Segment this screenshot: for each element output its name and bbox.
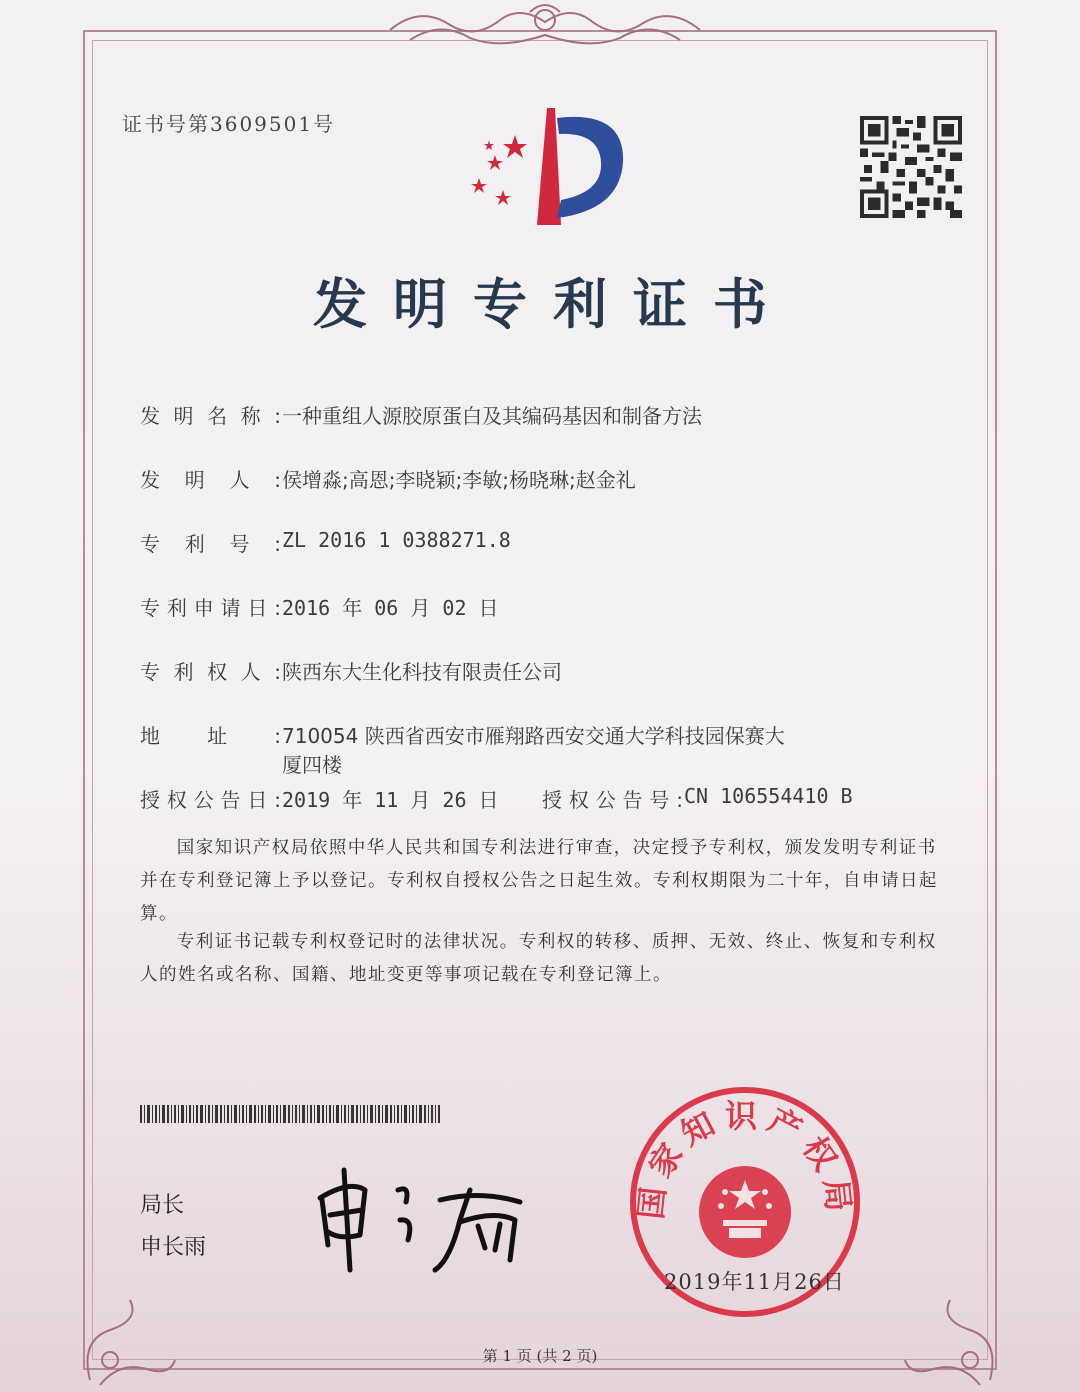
field-application-date	[140, 592, 499, 621]
field-label: 地址:	[140, 724, 282, 748]
address-line-1: 710054 陕西省西安市雁翔路西安交通大学科技园保赛大	[282, 724, 785, 748]
page-number: 第 1 页 (共 2 页)	[482, 1347, 598, 1365]
field-value: 陕西东大生化科技有限责任公司	[282, 660, 562, 684]
field-value	[282, 720, 785, 778]
field-patentee	[140, 656, 562, 685]
corner-ornament-icon	[70, 1280, 180, 1390]
svg-text:国家知识产权局: 国家知识产权局	[631, 1097, 859, 1222]
cnipa-logo-icon	[465, 100, 640, 230]
field-label: 发明人:	[140, 468, 282, 492]
field-label: 专利申请日:	[140, 596, 282, 620]
field-value: CN 106554410 B	[684, 784, 853, 808]
field-value: 2019 年 11 月 26 日	[282, 788, 499, 812]
field-address	[140, 720, 785, 778]
qr-code-icon	[860, 116, 962, 218]
field-value: 一种重组人源胶原蛋白及其编码基因和制备方法	[282, 404, 702, 428]
field-grant-date	[140, 784, 499, 813]
director-title: 局长	[140, 1193, 185, 1218]
field-value: 侯增淼;高恩;李晓颖;李敏;杨晓琳;赵金礼	[282, 468, 636, 492]
field-label: 发明名称:	[140, 404, 282, 428]
director-name: 申长雨	[140, 1235, 207, 1260]
field-inventors	[140, 464, 636, 493]
field-value: ZL 2016 1 0388271.8	[282, 528, 511, 552]
paragraph-grant-statement: 国家知识产权局依照中华人民共和国专利法进行审查，决定授予专利权，颁发发明专利证书并在专利登记簿上予以登记。专利权自授权公告之日起生效。专利权期限为二十年，自申请日起算。	[140, 838, 938, 924]
field-patent-number	[140, 528, 511, 557]
seal-date: 2019年11月26日	[664, 1270, 845, 1294]
field-label: 专利号:	[140, 532, 282, 556]
paragraph-legal-status: 专利证书记载专利权登记时的法律状况。专利权的转移、质押、无效、终止、恢复和专利权人的姓名或名称、国籍、地址变更等事项记载在专利登记簿上。	[140, 932, 937, 985]
director-signature-icon	[310, 1160, 550, 1280]
field-grant-number	[542, 784, 853, 813]
barcode-icon	[140, 1105, 440, 1123]
field-label: 授权公告日:	[140, 788, 282, 812]
field-label: 授权公告号:	[542, 788, 684, 812]
corner-ornament-icon	[900, 1280, 1010, 1390]
top-ornament-icon	[380, 0, 710, 56]
field-label: 专利权人:	[140, 660, 282, 684]
field-value: 2016 年 06 月 02 日	[282, 596, 499, 620]
address-line-2: 厦四楼	[282, 753, 342, 777]
certificate-number: 证书号第3609501号	[122, 112, 336, 136]
document-title: 发明专利证书	[313, 273, 793, 336]
field-invention-name	[140, 400, 702, 429]
